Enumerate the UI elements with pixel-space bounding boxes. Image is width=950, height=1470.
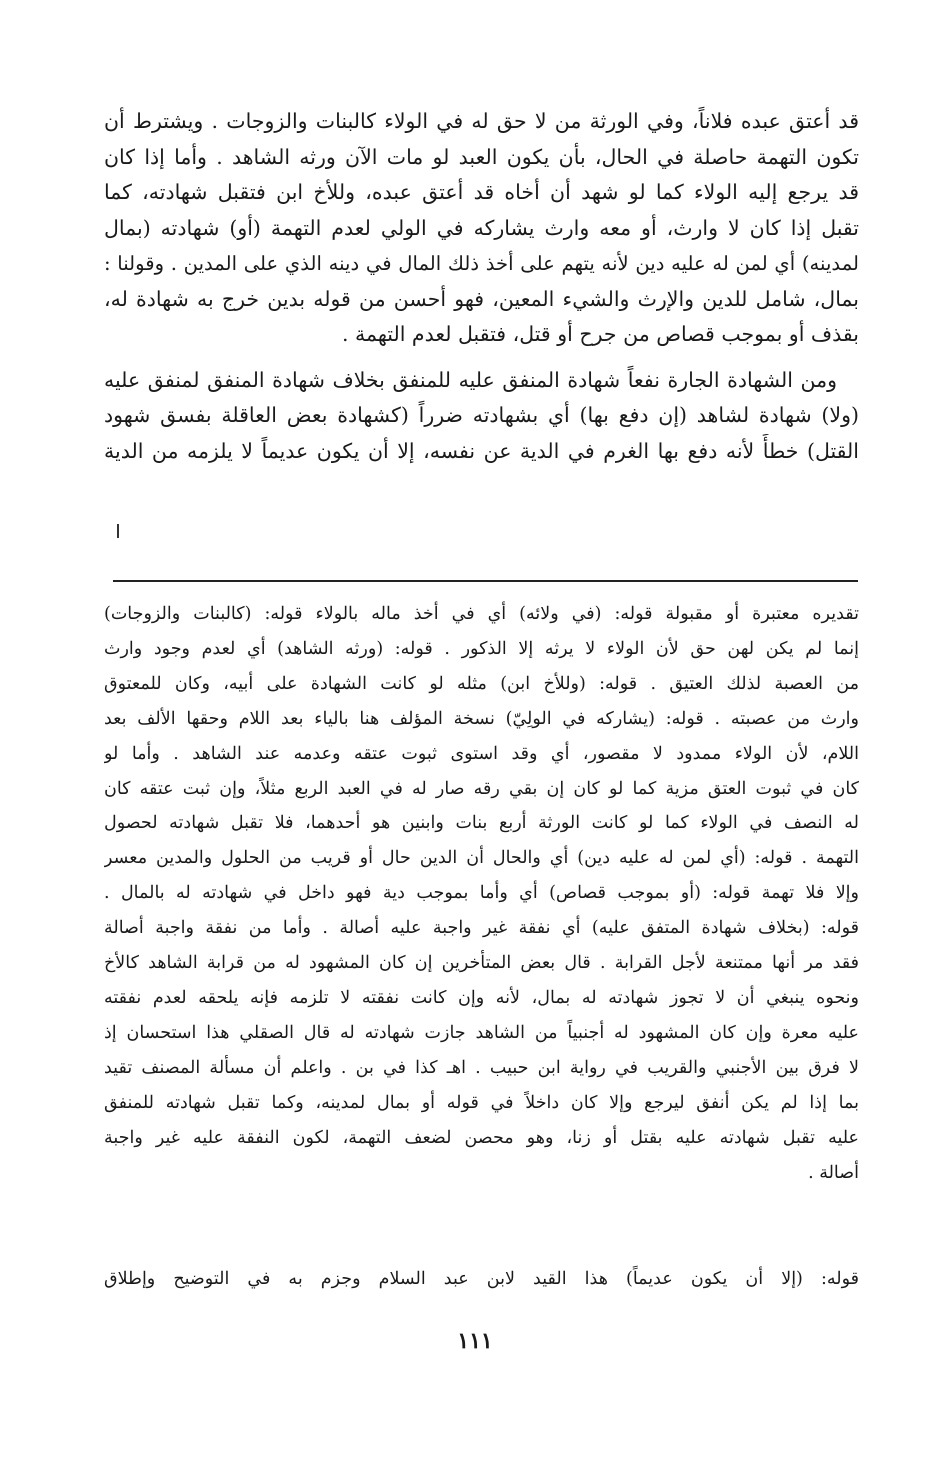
footnote-line: لا فرق بين الأجنبي والقريب في رواية ابن حبيب . اهـ كذا في بن . واعلم أن مسألة المصنف تقيد <box>104 1057 859 1078</box>
footnote-line: قوله: (بخلاف شهادة المتفق عليه) أي نفقة غير واجبة عليه أصالة . وأما من نفقة واجبة أصالة <box>104 918 859 939</box>
main-line: بقذف أو بموجب قصاص من جرح أو قتل، فتقبل لعدم التهمة . <box>341 322 859 346</box>
main-text-body <box>104 104 859 469</box>
footnote-line: اللام، لأن الولاء ممدود لا مقصور، أي وقد استوى ثبوت عتقه وعدمه عند الشاهد . وأما لو <box>104 743 859 764</box>
footnote-line: إنما لم يكن لهن حق لأن الولاء لا يرثه إلا الذكور . قوله: (ورثه الشاهد) أي لعدم وجود وارث <box>104 638 859 659</box>
main-line: بمال، شامل للدين والإرث والشيء المعين، فهو أحسن من قوله بدين خرج به شهادة له، <box>104 286 859 311</box>
footnote-line: كان في ثبوت العتق مزية كما لو كان إن بقي رقه صار له في العبد الربع مثلاً، وإن ثبت عتقه كان <box>104 778 859 799</box>
text-cursor-mark <box>117 524 119 538</box>
main-line: القتل) خطأً لأنه دفع بها الغرم في الدية عن نفسه، إلا أن يكون عديماً لا يلزمه من الدية <box>104 438 859 463</box>
footnote-line: وإلا فلا تهمة قوله: (أو بموجب قصاص) أي وأما بموجب دية فهو داخل في شهادته له بالمال . <box>104 883 859 904</box>
main-line: تقبل إذا كان لا وارث، أو معه وارث يشاركه في الولي لعدم التهمة (أو) شهادته (بمال <box>104 215 859 240</box>
footnote-separator <box>113 580 858 582</box>
footnotes-body <box>104 597 859 1190</box>
footnote-line: عليه تقبل شهادته عليه بقتل أو زنا، وهو محصن لضعف التهمة، لكون النفقة عليه غير واجبة <box>104 1127 859 1148</box>
footnote-line: أصالة . <box>808 1162 859 1183</box>
footnote-continuation-line: قوله: (إلا أن يكون عديماً) هذا القيد لابن عبد السلام وجزم به في التوضيح وإطلاق <box>104 1269 859 1289</box>
footnote-line: التهمة . قوله: (أي لمن له عليه دين) أي والحال أن الدين حال أو قريب من الحلول والمدين معسر <box>104 848 859 869</box>
page-number: ١١١ <box>457 1328 493 1354</box>
main-line: قد أعتق عبده فلاناً، وفي الورثة من لا حق له في الولاء كالبنات والزوجات . ويشترط أن <box>104 109 859 133</box>
footnote-line: فقد مر أنها ممتنعة لأجل القرابة . قال بعض المتأخرين إن كان المشهود له من قرابة الشاهد كالأخ <box>104 953 859 974</box>
footnote-line: ونحوه ينبغي أن لا تجوز شهادته له بمال، لأنه وإن كانت نفقته لا تلزمه فإنه يلحقه لعدم نفقته <box>104 987 859 1008</box>
main-line: تكون التهمة حاصلة في الحال، بأن يكون العبد لو مات الآن ورثه الشاهد . وأما إذا كان <box>104 144 859 169</box>
main-paragraph-1 <box>104 104 859 353</box>
footnote-line: له النصف في الولاء كما لو كانت الورثة أربع بنات وابنين هو أحدهما، فلا تقبل شهادته لحصول <box>104 813 859 834</box>
main-line: (ولا) شهادة لشاهد (إن دفع بها) أي بشهادته ضرراً (كشهادة بعض العاقلة بفسق شهود <box>104 403 859 427</box>
main-line: قد يرجع إليه الولاء كما لو شهد أن أخاه قد أعتق عبده، وللأخ ابن فتقبل شهادته، كما <box>104 180 859 204</box>
footnote-line: بما إذا لم يكن أنفق ليرجع وإلا كان داخلاً في قوله أو بمال لمدينه، وكما تقبل شهادته للمنفق <box>104 1092 859 1113</box>
footnote-line: تقديره معتبرة أو مقبولة قوله: (في ولائه) أي في أخذ ماله بالولاء قوله: (كالبنات والزوجات) <box>104 604 859 624</box>
footnote-line: من العصبة لذلك العتيق . قوله: (وللأخ ابن) مثله لو كانت الشهادة على أبيه، وكان للمعتوق <box>104 673 859 694</box>
main-paragraph-2 <box>104 363 859 470</box>
footnote-line: عليه معرة وإن كان المشهود له أجنبياً من الشاهد جازت شهادته له قال الصقلي هذا استحسان إذ <box>104 1022 859 1043</box>
footnote-line: وارث من عصبته . قوله: (يشاركه في الولِيّ) نسخة المؤلف هنا بالياء بعد اللام وحقها الألف بعد <box>104 708 859 729</box>
main-line: لمدينه) أي لمن له عليه دين لأنه يتهم على أخذ ذلك المال في دينه الذي على المدين . وقولنا : <box>104 252 859 275</box>
main-line: ومن الشهادة الجارة نفعاً شهادة المنفق عليه للمنفق بخلاف شهادة المنفق لمنفق عليه <box>104 367 837 392</box>
